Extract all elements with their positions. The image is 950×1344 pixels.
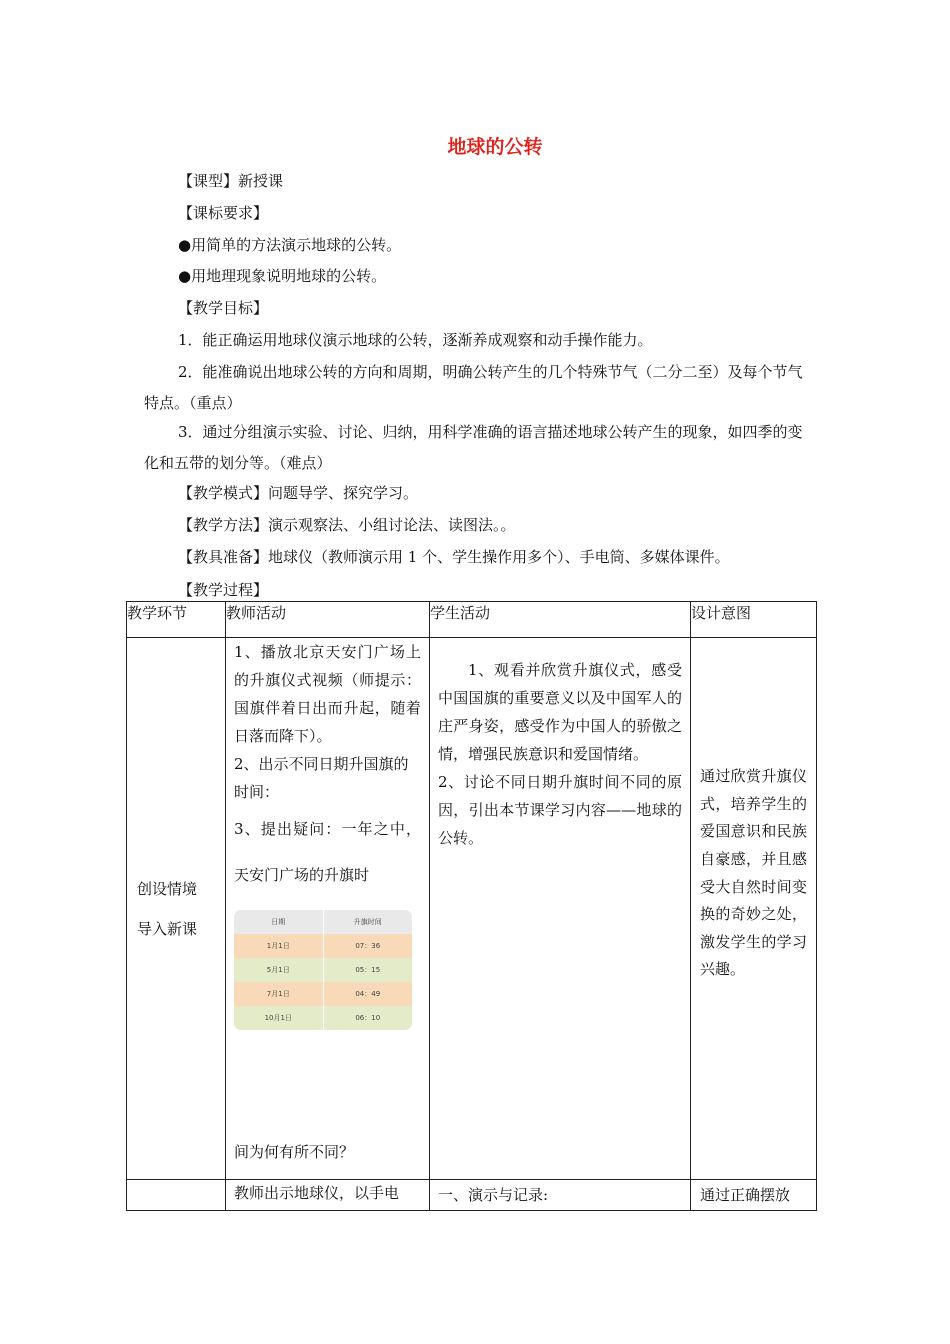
teacher-step: 3、提出疑问：一年之中，天安门广场的升旗时 — [234, 820, 421, 884]
teacher-activity-cell — [226, 1180, 430, 1211]
flag-time: 07：36 — [323, 934, 413, 958]
flag-time: 05：15 — [323, 958, 413, 982]
process-table — [126, 601, 817, 1211]
document-title: 地球的公转 — [447, 136, 543, 158]
student-step: 2、讨论不同日期升旗时间不同的原因，引出本节课学习内容——地球的公转。 — [438, 773, 682, 847]
table-header-row — [127, 602, 817, 638]
flag-time: 04：49 — [323, 982, 413, 1006]
teacher-step: 1、播放北京天安门广场上的升旗仪式视频（师提示：国旗伴着日出而升起，随着日落而降下）。 — [234, 643, 421, 745]
process-heading: 【教学过程】 — [178, 581, 269, 599]
teacher-step: 间为何有所不同？ — [234, 1143, 355, 1161]
standard-item: ●用地理现象说明地球的公转。 — [178, 267, 387, 285]
stage-cell — [127, 638, 226, 1180]
teaching-method: 【教学方法】演示观察法、小组讨论法、读图法。。 — [178, 516, 516, 534]
table-row — [127, 638, 817, 1180]
flag-table-header-cell: 升旗时间 — [323, 910, 413, 934]
flag-table-row — [234, 958, 412, 982]
teaching-materials: 【教具准备】地球仪（教师演示用 1 个、学生操作用多个）、手电筒、多媒体课件。 — [178, 548, 730, 566]
design-text: 通过正确摆放 — [700, 1186, 791, 1204]
flag-table-row — [234, 934, 412, 958]
design-cell — [691, 1180, 817, 1211]
teaching-mode: 【教学模式】问题导学、探究学习。 — [178, 484, 419, 502]
stage-label: 导入新课 — [137, 919, 198, 938]
standards-heading: 【课标要求】 — [178, 204, 269, 222]
lesson-type: 【课型】新授课 — [178, 172, 284, 190]
student-step: 1、观看并欣赏升旗仪式，感受中国国旗的重要意义以及中国军人的庄严身姿，感受作为中国人的骄傲之情，增强民族意识和爱国情绪。 — [438, 661, 682, 763]
design-text: 通过欣赏升旗仪式，培养学生的爱国意识和民族自豪感，并且感受大自然时间变换的奇妙之处，激发学生的学习兴趣。 — [700, 767, 807, 979]
student-activity-cell — [430, 638, 691, 1180]
design-cell — [691, 638, 817, 1180]
student-activity-cell — [430, 1180, 691, 1211]
header-cell: 教师活动 — [226, 602, 430, 638]
objectives-heading: 【教学目标】 — [178, 299, 269, 317]
flag-table-header — [234, 910, 412, 934]
flag-date: 7月1日 — [266, 990, 290, 998]
teacher-step: 2、出示不同日期升国旗的时间： — [234, 755, 409, 801]
student-step: 一、演示与记录: — [438, 1186, 549, 1204]
flag-time-table — [234, 910, 412, 1030]
stage-cell — [127, 1180, 226, 1211]
header-cell: 设计意图 — [691, 602, 817, 638]
flag-date: 5月1日 — [266, 966, 290, 974]
teacher-step: 教师出示地球仪，以手电 — [234, 1184, 400, 1202]
teacher-activity-cell — [226, 638, 430, 1180]
flag-date: 10月1日 — [264, 1014, 292, 1022]
flag-table-row — [234, 982, 412, 1006]
objective-item: 2．能准确说出地球公转的方向和周期，明确公转产生的几个特殊节气（二分二至）及每个节气特点。（重点） — [144, 363, 803, 412]
header-cell: 教学环节 — [127, 602, 226, 638]
stage-label: 创设情境 — [137, 879, 198, 898]
objective-item: 1．能正确运用地球仪演示地球的公转，逐渐养成观察和动手操作能力。 — [178, 331, 653, 349]
standard-item: ●用简单的方法演示地球的公转。 — [178, 236, 402, 254]
objective-item: 3．通过分组演示实验、讨论、归纳，用科学准确的语言描述地球公转产生的现象，如四季的变化和五带的划分等。（难点） — [144, 423, 803, 472]
flag-date: 1月1日 — [266, 942, 290, 950]
header-cell: 学生活动 — [430, 602, 691, 638]
flag-table-row — [234, 1006, 412, 1030]
table-row — [127, 1180, 817, 1211]
flag-time: 06：10 — [323, 1006, 413, 1030]
flag-table-header-cell: 日期 — [271, 918, 286, 926]
